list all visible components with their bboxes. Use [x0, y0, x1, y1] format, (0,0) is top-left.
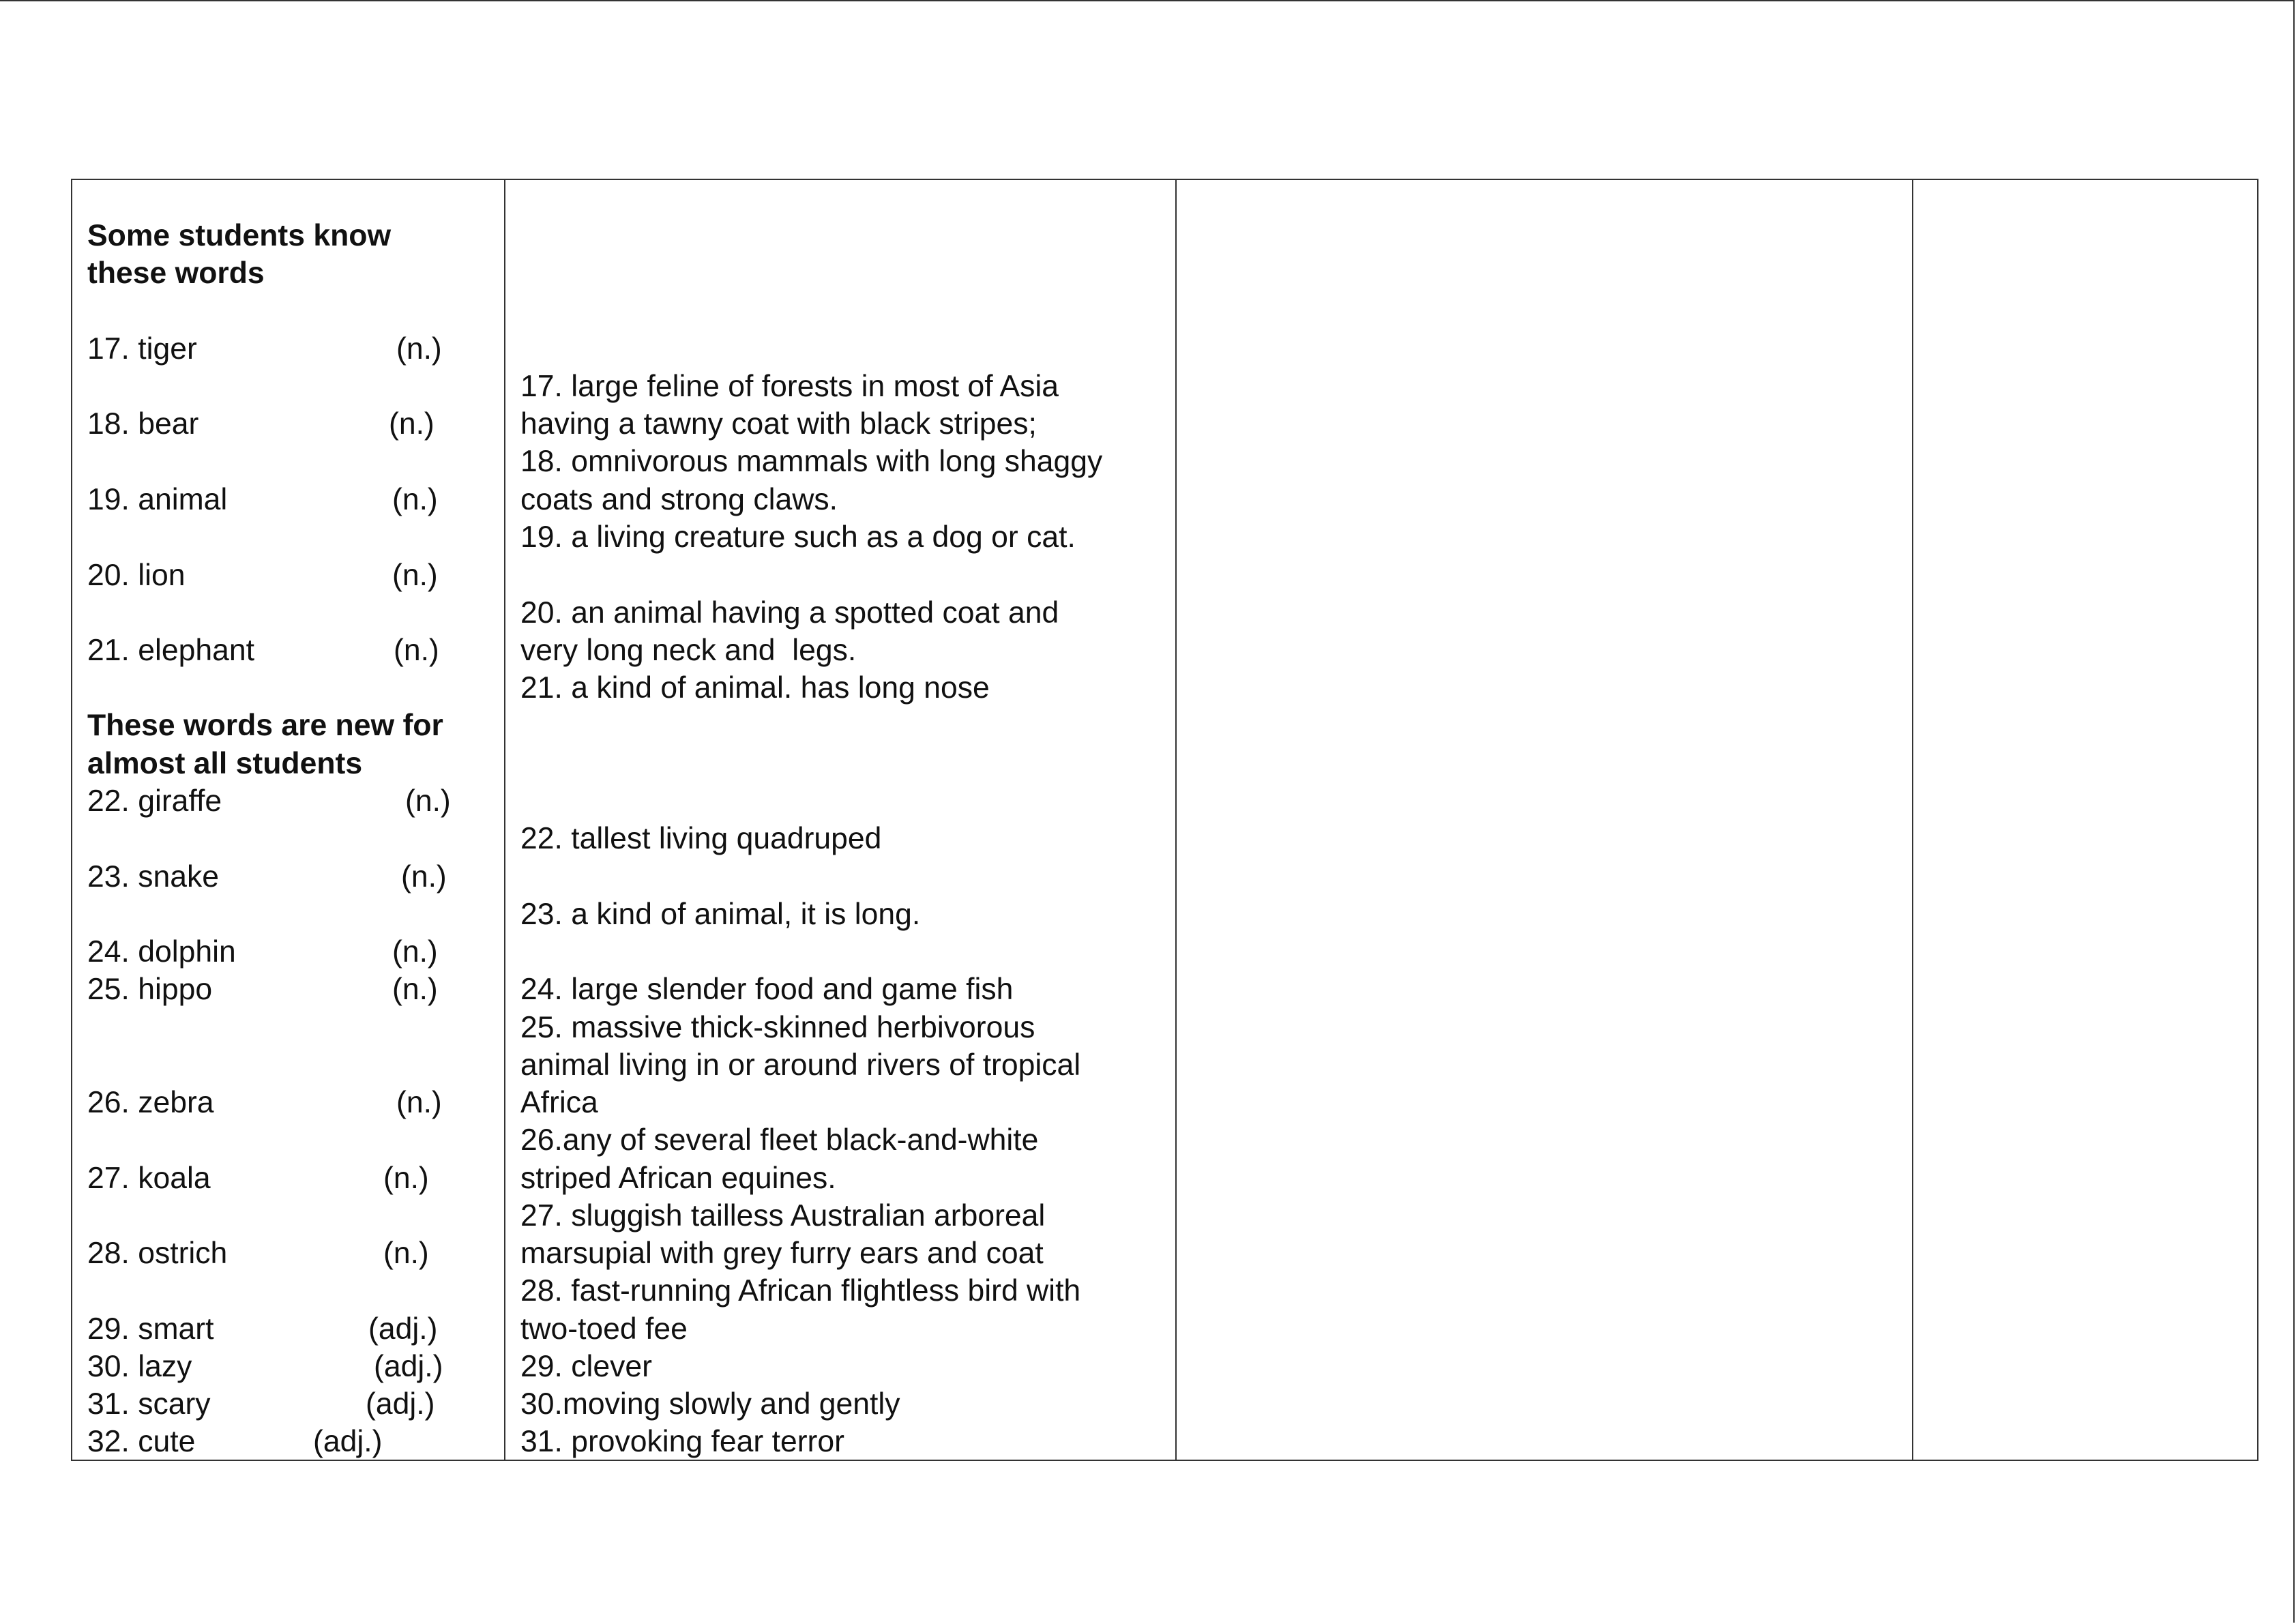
word-item: 27. koala: [87, 1162, 211, 1195]
definition-line: 29. clever: [520, 1350, 652, 1383]
word-item: 24. dolphin: [87, 935, 236, 969]
word-item: 31. scary: [87, 1387, 211, 1421]
part-of-speech: (n.): [383, 1162, 429, 1195]
definition-line: striped African equines.: [520, 1162, 836, 1195]
section-heading-new-line2: almost all students: [87, 747, 363, 780]
definition-line: 18. omnivorous mammals with long shaggy: [520, 445, 1103, 478]
definition-line: 24. large slender food and game fish: [520, 973, 1014, 1006]
part-of-speech: (n.): [405, 784, 451, 818]
word-item: 20. lion: [87, 559, 186, 592]
part-of-speech: (n.): [383, 1237, 429, 1270]
part-of-speech: (n.): [401, 860, 447, 894]
word-item: 28. ostrich: [87, 1237, 228, 1270]
part-of-speech: (adj.): [374, 1350, 443, 1383]
definition-line: 25. massive thick-skinned herbivorous: [520, 1011, 1035, 1044]
part-of-speech: (n.): [392, 935, 438, 969]
part-of-speech: (n.): [394, 634, 439, 667]
word-item: 22. giraffe: [87, 784, 222, 818]
part-of-speech: (n.): [396, 1086, 442, 1119]
definition-line: 31. provoking fear terror: [520, 1425, 844, 1458]
word-item: 19. animal: [87, 483, 228, 516]
word-item: 26. zebra: [87, 1086, 214, 1119]
definitions-column: [505, 180, 1177, 1460]
word-item: 25. hippo: [87, 973, 213, 1006]
part-of-speech: (adj.): [366, 1387, 435, 1421]
word-item: 29. smart: [87, 1312, 214, 1346]
part-of-speech: (n.): [392, 973, 438, 1006]
part-of-speech: (adj.): [368, 1312, 438, 1346]
definition-line: two-toed fee: [520, 1312, 688, 1346]
definition-line: 23. a kind of animal, it is long.: [520, 898, 921, 931]
definition-line: Africa: [520, 1086, 598, 1119]
definition-line: very long neck and legs.: [520, 634, 857, 667]
word-item: 17. tiger: [87, 332, 197, 366]
definition-line: 20. an animal having a spotted coat and: [520, 596, 1059, 630]
word-item: 18. bear: [87, 407, 199, 441]
definition-line: 30.moving slowly and gently: [520, 1387, 900, 1421]
definition-line: 26.any of several fleet black-and-white: [520, 1123, 1039, 1157]
word-item: 21. elephant: [87, 634, 254, 667]
definition-line: 27. sluggish tailless Australian arboreal: [520, 1199, 1046, 1232]
definition-line: animal living in or around rivers of tropical: [520, 1048, 1081, 1082]
empty-column: [1913, 180, 2257, 1460]
part-of-speech: (adj.): [313, 1425, 383, 1458]
vocabulary-table: [71, 179, 2258, 1461]
definition-line: 19. a living creature such as a dog or cat.: [520, 520, 1076, 554]
word-item: 30. lazy: [87, 1350, 192, 1383]
definition-line: having a tawny coat with black stripes;: [520, 407, 1037, 441]
part-of-speech: (n.): [396, 332, 442, 366]
part-of-speech: (n.): [392, 483, 438, 516]
definition-line: 21. a kind of animal. has long nose: [520, 671, 990, 705]
part-of-speech: (n.): [389, 407, 435, 441]
part-of-speech: (n.): [392, 559, 438, 592]
section-heading-new: These words are new for: [87, 709, 443, 742]
definition-line: marsupial with grey furry ears and coat: [520, 1237, 1044, 1270]
empty-column: [1177, 180, 1913, 1460]
word-item: 23. snake: [87, 860, 219, 894]
word-item: 32. cute: [87, 1425, 196, 1458]
definition-line: 17. large feline of forests in most of Asia: [520, 370, 1059, 403]
definition-line: 22. tallest living quadruped: [520, 822, 882, 855]
definition-line: 28. fast-running African flightless bird with: [520, 1274, 1081, 1308]
section-heading-known: Some students know: [87, 219, 392, 252]
words-column: [72, 180, 505, 1460]
definition-line: coats and strong claws.: [520, 483, 838, 516]
section-heading-known-line2: these words: [87, 256, 265, 290]
